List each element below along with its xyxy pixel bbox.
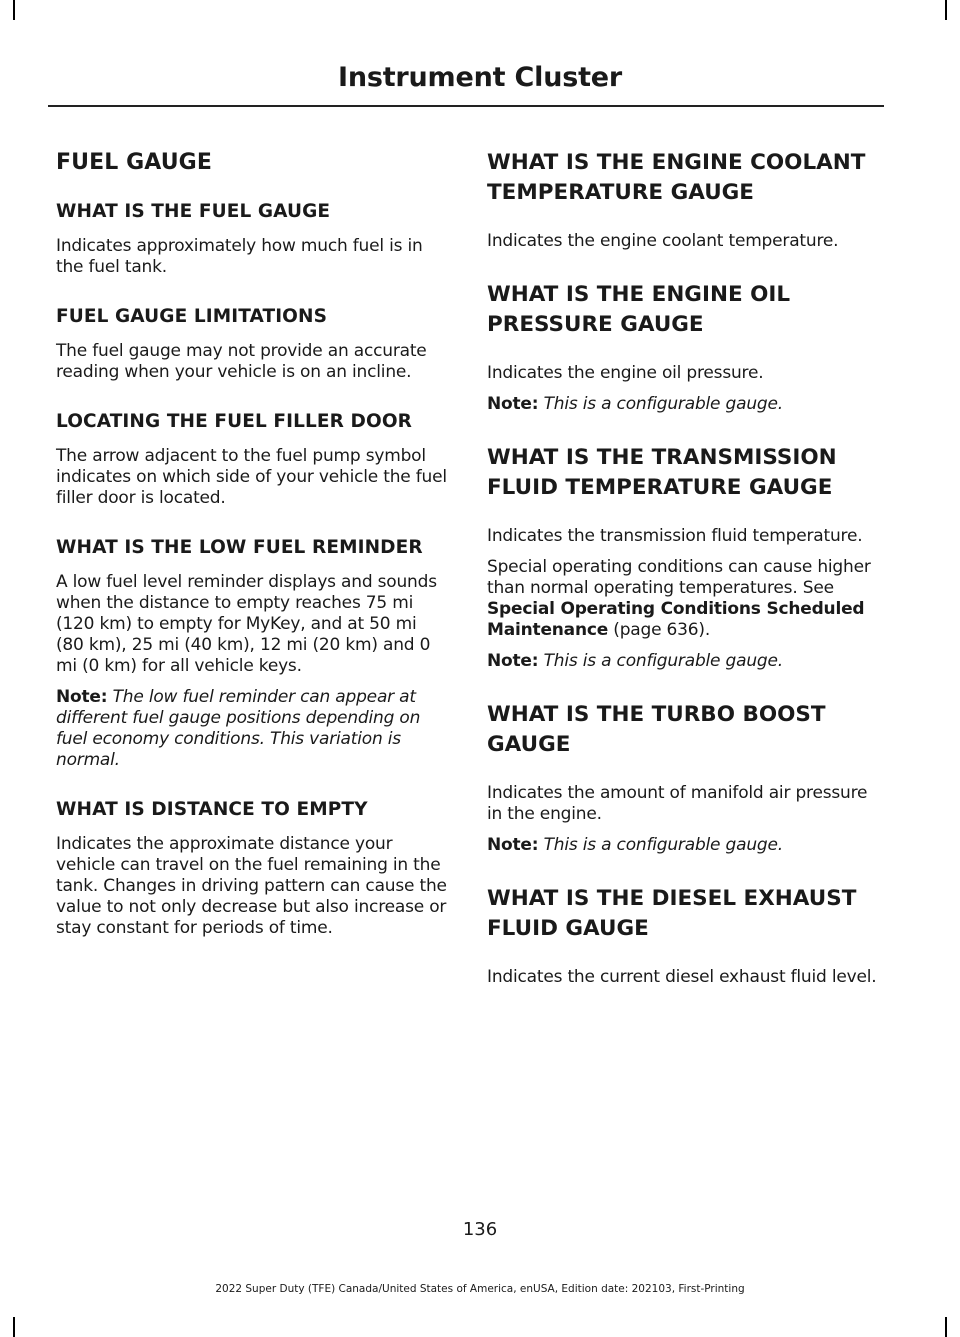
- heading-oil-pressure-gauge: WHAT IS THE ENGINE OIL PRESSURE GAUGE: [487, 282, 791, 337]
- page-header-title: Instrument Cluster: [337, 62, 623, 93]
- note-turbo-boost: [487, 835, 880, 856]
- page-number: 136: [462, 1219, 498, 1240]
- note-oil-pressure: [487, 394, 880, 415]
- note-transmission-fluid: [487, 651, 880, 672]
- note-text: The low fuel reminder can appear at different fuel gauge positions depending on fuel economy conditions. This variation is normal.: [56, 687, 421, 770]
- note-label: Note:: [487, 835, 539, 855]
- heading-diesel-exhaust-fluid-gauge: WHAT IS THE DIESEL EXHAUST FLUID GAUGE: [487, 886, 857, 941]
- right-column: [487, 148, 880, 998]
- paragraph-diesel-exhaust-fluid: Indicates the current diesel exhaust fluid level.: [487, 967, 877, 987]
- crop-mark-top-left: [13, 0, 15, 20]
- heading-distance-to-empty: WHAT IS DISTANCE TO EMPTY: [56, 799, 368, 820]
- note-label: Note:: [487, 394, 539, 414]
- paragraph-fuel-filler-door: The arrow adjacent to the fuel pump symbol indicates on which side of your vehicle the fuel filler door is located.: [56, 446, 447, 508]
- paragraph-distance-to-empty: Indicates the approximate distance your vehicle can travel on the fuel remaining in the tank. Changes in driving pattern can cause the value to not only decrease but also increase or stay constant for periods of time.: [56, 834, 447, 938]
- section-title-fuel-gauge: FUEL GAUGE: [56, 150, 212, 175]
- note-low-fuel-reminder: [56, 687, 449, 771]
- page-reference: (page 636).: [608, 620, 711, 640]
- special-conditions-text: Special operating conditions can cause higher than normal operating temperatures. See: [487, 557, 871, 598]
- note-text: This is a configurable gauge.: [543, 651, 783, 671]
- crop-mark-top-right: [945, 0, 947, 20]
- paragraph-coolant-temperature: Indicates the engine coolant temperature.: [487, 231, 839, 251]
- note-label: Note:: [487, 651, 539, 671]
- heading-low-fuel-reminder: WHAT IS THE LOW FUEL REMINDER: [56, 537, 423, 558]
- edition-footer: 2022 Super Duty (TFE) Canada/United States of America, enUSA, Edition date: 202103, First-Printing: [215, 1283, 745, 1295]
- left-column: [56, 148, 449, 949]
- crop-mark-bottom-left: [13, 1317, 15, 1337]
- note-text: This is a configurable gauge.: [543, 394, 783, 414]
- heading-turbo-boost-gauge: WHAT IS THE TURBO BOOST GAUGE: [487, 702, 826, 757]
- heading-what-is-fuel-gauge: WHAT IS THE FUEL GAUGE: [56, 201, 331, 222]
- heading-fuel-filler-door: LOCATING THE FUEL FILLER DOOR: [56, 411, 413, 432]
- heading-fuel-gauge-limitations: FUEL GAUGE LIMITATIONS: [56, 306, 328, 327]
- paragraph-transmission-fluid: Indicates the transmission fluid temperature.: [487, 526, 863, 546]
- paragraph-oil-pressure: Indicates the engine oil pressure.: [487, 363, 764, 383]
- note-label: Note:: [56, 687, 108, 707]
- paragraph-special-operating-conditions: [487, 557, 880, 641]
- paragraph-fuel-gauge-limitations: The fuel gauge may not provide an accurate reading when your vehicle is on an incline.: [56, 341, 427, 382]
- crop-mark-bottom-right: [945, 1317, 947, 1337]
- note-text: This is a configurable gauge.: [543, 835, 783, 855]
- heading-transmission-fluid-gauge: WHAT IS THE TRANSMISSION FLUID TEMPERATURE GAUGE: [487, 445, 837, 500]
- header-divider: [48, 105, 884, 107]
- paragraph-turbo-boost: Indicates the amount of manifold air pressure in the engine.: [487, 783, 868, 824]
- cross-reference-link[interactable]: Special Operating Conditions Scheduled Maintenance: [487, 599, 865, 640]
- paragraph-fuel-gauge: Indicates approximately how much fuel is in the fuel tank.: [56, 236, 423, 277]
- heading-coolant-temperature-gauge: WHAT IS THE ENGINE COOLANT TEMPERATURE GAUGE: [487, 150, 866, 205]
- paragraph-low-fuel-reminder: A low fuel level reminder displays and sounds when the distance to empty reaches 75 mi (120 km) to empty for MyKey, and at 50 mi (80 km), 25 mi (40 km), 12 mi (20 km) and 0 mi (0 km) for all vehicle keys.: [56, 572, 437, 676]
